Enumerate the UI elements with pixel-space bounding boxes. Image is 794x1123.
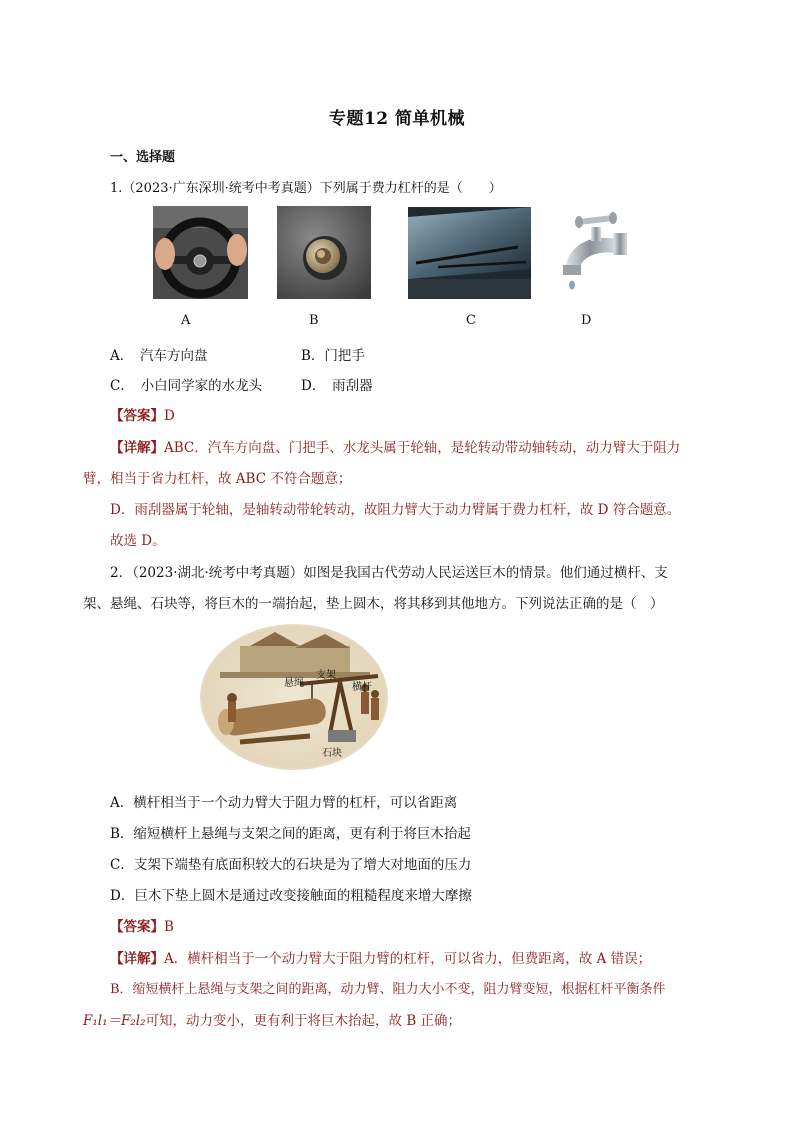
caption-b: B (309, 313, 319, 328)
q1-answer (110, 404, 175, 424)
q1-option-d: D． 雨刮器 (301, 378, 373, 394)
q2-option-a: A．横杆相当于一个动力臂大于阻力臂的杠杆，可以省距离 (110, 795, 458, 811)
q1-option-c: C． 小白同学家的水龙头 (110, 378, 263, 394)
door-knob-photo (277, 206, 371, 299)
faucet-photo (555, 205, 633, 299)
detail-text: ABC．汽车方向盘、门把手、水龙头属于轮轴，是轮转动带动轴转动，动力臂大于阻力 (164, 440, 681, 456)
detail-text: 可知，动力变小，更有利于将巨木抬起，故 B 正确； (145, 1013, 462, 1029)
answer-tag: 【答案】 (110, 919, 164, 935)
wiper-photo (408, 207, 531, 299)
ancient-transport-illustration (200, 624, 388, 770)
q1-option-a: A． 汽车方向盘 (110, 348, 208, 364)
figure-label-bar: 横杆 (352, 682, 372, 693)
q1-detail-2: 臂，相当于省力杠杆，故 ABC 不符合题意； (83, 471, 352, 487)
figure-label-frame: 支架 (316, 670, 336, 681)
q1-stem: 1.（2023·广东深圳·统考中考真题）下列属于费力杠杆的是（ ） (110, 181, 502, 196)
wiper-icon (408, 207, 531, 299)
q1-detail-3: D．雨刮器属于轮轴，是轴转动带轮转动，故阻力臂大于动力臂属于费力杠杆，故 D 符合题意。 (110, 502, 681, 518)
answer-tag: 【答案】 (110, 408, 164, 424)
q1-detail-4: 故选 D。 (110, 533, 166, 549)
q2-stem-2: 架、悬绳、石块等，将巨木的一端抬起，垫上圆木，将其移到其他地方。下列说法正确的是（ ） (83, 596, 664, 612)
caption-d: D (581, 313, 592, 328)
q2-option-b: B．缩短横杆上悬绳与支架之间的距离，更有利于将巨木抬起 (110, 826, 471, 842)
figure-label-stone: 石块 (322, 748, 342, 759)
q2-stem-1: 2．（2023·湖北·统考中考真题）如图是我国古代劳动人民运送巨木的情景。他们通过横杆、支 (110, 565, 668, 581)
q2-detail-1 (110, 947, 651, 967)
detail-tag: 【详解】 (110, 951, 164, 967)
q1-detail-1 (110, 436, 680, 456)
q2-option-d: D．巨木下垫上圆木是通过改变接触面的粗糙程度来增大摩擦 (110, 888, 472, 904)
steering-wheel-photo (153, 206, 248, 299)
lever-formula: F₁l₁＝F₂l₂ (83, 1013, 146, 1029)
transport-scene-icon (200, 624, 388, 770)
q1-option-b: B．门把手 (301, 348, 365, 364)
q2-answer (110, 915, 174, 935)
q2-detail-2: B．缩短横杆上悬绳与支架之间的距离，动力臂、阻力大小不变，阻力臂变短，根据杠杆平衡条件 (110, 982, 666, 997)
door-knob-icon (277, 206, 371, 299)
q2-option-c: C．支架下端垫有底面积较大的石块是为了增大对地面的压力 (110, 857, 472, 873)
faucet-icon (555, 205, 633, 299)
answer-value: D (164, 408, 175, 424)
answer-value: B (164, 919, 174, 935)
caption-c: C (466, 313, 476, 328)
page-title: 专题12 简单机械 (328, 109, 466, 129)
caption-a: A (181, 313, 191, 328)
detail-text: A．横杆相当于一个动力臂大于阻力臂的杠杆，可以省力，但费距离，故 A 错误； (164, 951, 652, 967)
detail-tag: 【详解】 (110, 440, 164, 456)
figure-label-rope: 悬绳 (284, 678, 304, 689)
steering-wheel-icon (153, 206, 248, 299)
section-heading: 一、选择题 (110, 150, 176, 165)
q2-detail-3 (83, 1009, 461, 1029)
